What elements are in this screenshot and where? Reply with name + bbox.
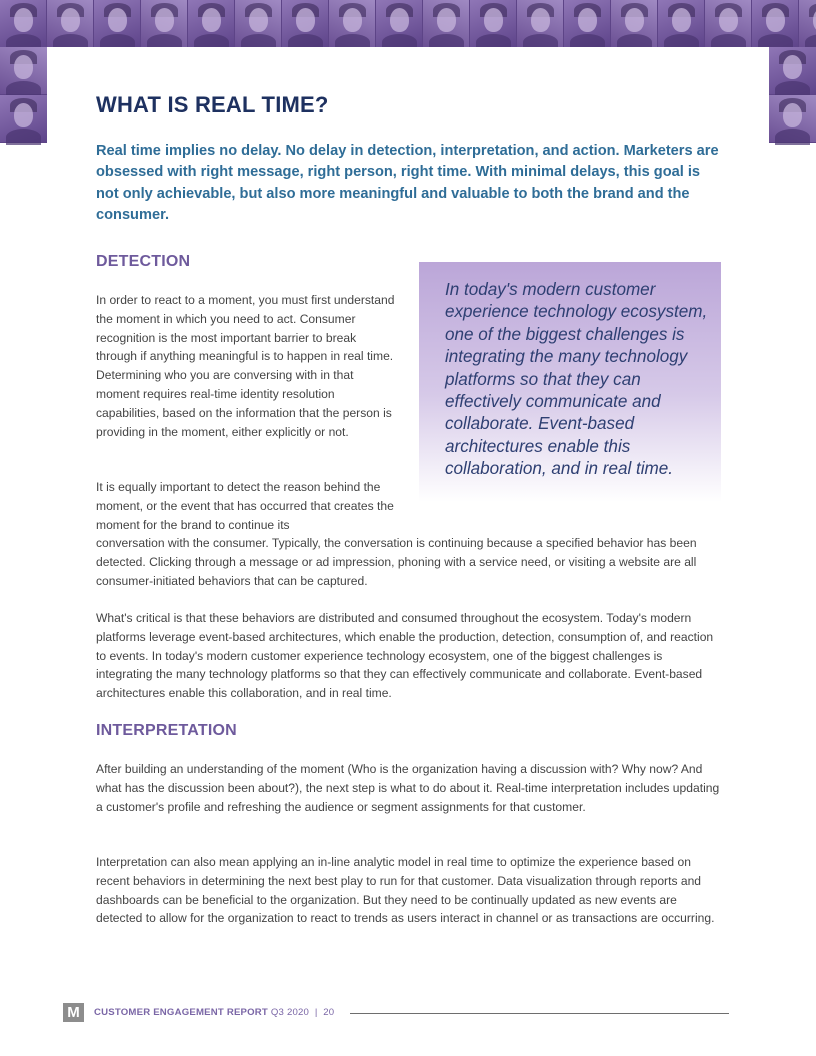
- portrait-photo: [282, 0, 329, 47]
- detection-paragraph-3: What's critical is that these behaviors are distributed and consumed throughout the ecosystem. Today's modern platforms leverage event-based architectures, which enable the production, detection, consumption of, and reaction to events. In today's modern customer experience technology ecosystem, one of the biggest challenges is integrating the many technology platforms so that they can effectively communicate and collaborate. Event-based architectures enable this collaboration, and in real time.: [96, 611, 714, 701]
- portrait-photo: [752, 0, 799, 47]
- portrait-photo: [423, 0, 470, 47]
- portrait-photo: [94, 0, 141, 47]
- portrait-photo: [611, 0, 658, 47]
- portrait-photo: [329, 0, 376, 47]
- footer-report-name: CUSTOMER ENGAGEMENT REPORT: [94, 1007, 268, 1018]
- detection-paragraph-2-start: It is equally important to detect the reason behind the moment, or the event that has occurred that creates the moment for the brand to continue its: [96, 480, 394, 532]
- interpretation-paragraph-2: Interpretation can also mean applying an in-line analytic model in real time to optimize the experience based on recent behaviors in determining the next best play to run for that customer. Data visualization through reports and dashboards can be beneficial to the organization. But they need to be continually updated as new events are detected to allow for the organization to react to trends as users interact in channel or as transactions are occurring.: [96, 855, 715, 926]
- page-number: 20: [323, 1007, 335, 1018]
- footer-separator: |: [314, 1007, 318, 1018]
- footer-label: [94, 1007, 334, 1018]
- portrait-photo: [0, 0, 47, 47]
- section-heading-interpretation: INTERPRETATION: [96, 722, 237, 739]
- detection-paragraph-2-cont: conversation with the consumer. Typically, the conversation is continuing because a specified behavior has been detected. Clicking through a message or ad impression, phoning with a service need, or visiting a website are all consumer-initiated behaviors that can be captured.: [96, 536, 697, 588]
- portrait-photo: [564, 0, 611, 47]
- portrait-photo: [376, 0, 423, 47]
- portrait-photo: [0, 47, 47, 95]
- footer-quarter: Q3 2020: [270, 1007, 310, 1018]
- left-photo-column: [0, 47, 47, 143]
- portrait-photo: [799, 0, 816, 47]
- portrait-photo: [705, 0, 752, 47]
- header-photo-strip: [0, 0, 816, 47]
- pull-quote-text: In today's modern customer experience technology ecosystem, one of the biggest challenges is integrating the many technology platforms so that they can effectively communicate and collaborate. Event-based architectures enable this collaboration, and in real time.: [445, 280, 708, 479]
- detection-paragraph-1: In order to react to a moment, you must first understand the moment in which you need to act. Consumer recognition is the most important barrier to break through if anything meaningful is to happen in real time. Determining who you are conversing with in that moment requires real-time identity resolution capabilities, based on the information that the person is providing in the moment, either explicitly or not.: [96, 293, 395, 439]
- portrait-photo: [769, 95, 816, 143]
- right-photo-column: [769, 47, 816, 143]
- section-heading-detection: DETECTION: [96, 253, 191, 270]
- portrait-photo: [188, 0, 235, 47]
- brand-logo: M: [63, 1003, 84, 1022]
- portrait-photo: [470, 0, 517, 47]
- footer-divider: [350, 1013, 729, 1014]
- page-title: WHAT IS REAL TIME?: [96, 92, 329, 117]
- page-footer: [63, 1003, 730, 1023]
- portrait-photo: [47, 0, 94, 47]
- portrait-photo: [517, 0, 564, 47]
- lead-paragraph: Real time implies no delay. No delay in detection, interpretation, and action. Marketers are obsessed with right message, right person, right time. With minimal delays, this goal is not only achievable, but also more meaningful and valuable to both the brand and the consumer.: [96, 143, 719, 223]
- portrait-photo: [769, 47, 816, 95]
- portrait-photo: [0, 95, 47, 143]
- pull-quote-box: [419, 262, 721, 502]
- portrait-photo: [235, 0, 282, 47]
- interpretation-paragraph-1: After building an understanding of the moment (Who is the organization having a discussion with? Why now? And what has the discussion been about?), the next step is what to do about it. Real-time interpretation includes updating a customer's profile and refreshing the audience or segment assignments for that customer.: [96, 762, 720, 814]
- portrait-photo: [141, 0, 188, 47]
- portrait-photo: [658, 0, 705, 47]
